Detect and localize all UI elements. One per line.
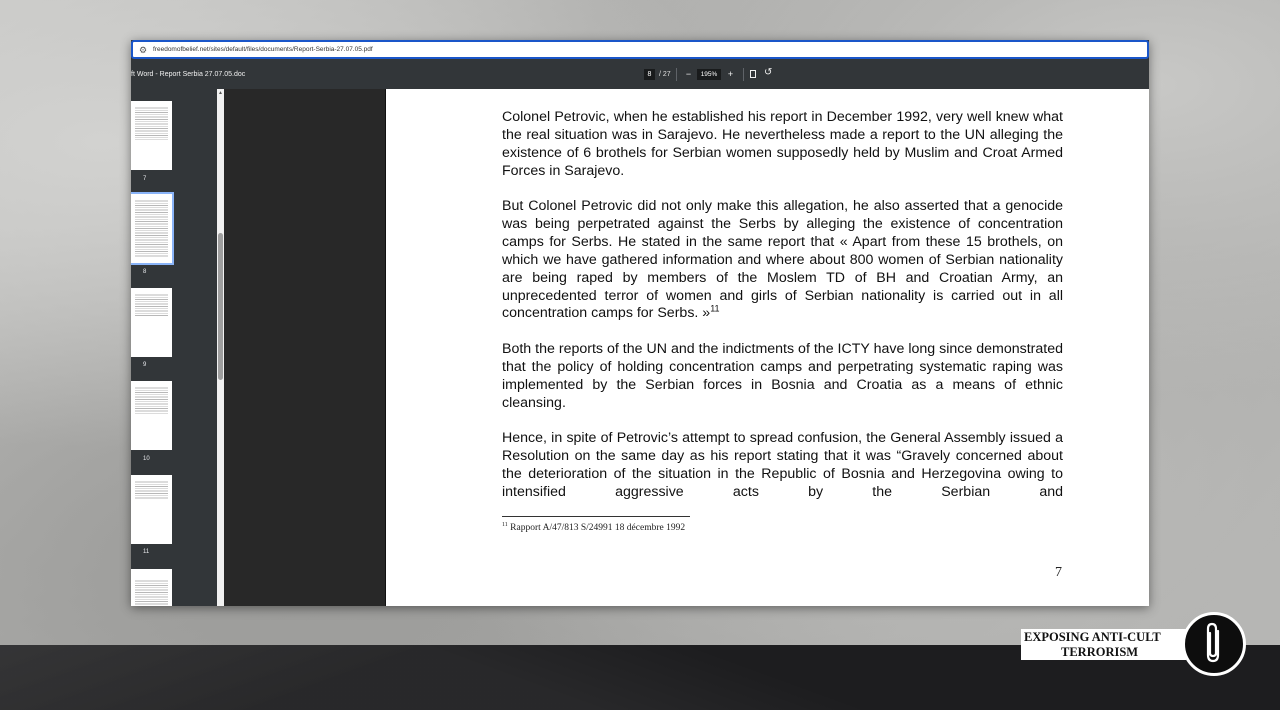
viewer-background — [224, 89, 385, 606]
badge-line-2: TERRORISM — [1061, 645, 1139, 659]
thumbnail-label: 10 — [143, 456, 150, 462]
paperclip-logo-icon — [1182, 612, 1246, 676]
sidebar-scrollbar-thumb[interactable] — [218, 233, 223, 380]
pdf-page — [386, 89, 1149, 606]
thumbnail-sidebar — [131, 89, 217, 606]
site-settings-icon[interactable]: ⚙ — [139, 44, 148, 55]
badge-line-1: EXPOSING ANTI-CULT — [1024, 630, 1161, 644]
thumbnail-label: 7 — [143, 176, 147, 182]
thumbnail-label: 8 — [143, 269, 147, 275]
page-thumbnail[interactable] — [131, 475, 172, 544]
thumbnail-label: 11 — [143, 549, 150, 555]
rotate-icon[interactable]: ↺ — [764, 67, 773, 78]
footnote-text: Rapport A/47/813 S/24991 18 décembre 1992 — [507, 523, 686, 533]
paragraph: Both the reports of the UN and the indictments of the ICTY have long since demonstrated that the policy of holding concentration camps and perpetrating systematic raping was implemented by the Serbian forces in Bosnia and Croatia as a means of ethnic cleansing. — [502, 341, 1063, 411]
url-text[interactable]: freedomofbelief.net/sites/default/files/documents/Report-Serbia-27.07.05.pdf — [153, 46, 373, 53]
footnote — [502, 523, 685, 533]
watermark-badge — [1021, 629, 1186, 660]
paragraph — [502, 198, 1063, 323]
page-thumbnail[interactable] — [131, 381, 172, 450]
pdf-toolbar — [131, 59, 1149, 89]
page-thumbnail[interactable] — [131, 288, 172, 357]
page-total: / 27 — [659, 71, 671, 78]
browser-window — [131, 40, 1149, 606]
fit-page-icon[interactable] — [750, 70, 756, 78]
footnote-number: 11 — [502, 521, 508, 528]
page-thumbnail[interactable] — [131, 101, 172, 170]
page-number-input[interactable]: 8 — [644, 69, 655, 80]
page-thumbnail-selected[interactable] — [131, 194, 172, 263]
toolbar-divider — [743, 68, 744, 81]
zoom-in-button[interactable]: + — [727, 69, 734, 79]
zoom-out-button[interactable]: − — [685, 69, 692, 79]
scroll-up-arrow-icon[interactable]: ▲ — [218, 90, 223, 96]
page-number: 7 — [1055, 565, 1062, 580]
thumbnail-label: 9 — [143, 362, 147, 368]
paragraph: Hence, in spite of Petrovic’s attempt to spread confusion, the General Assembly issued a Resolution on the same day as his report stating that it was “Gravely concerned about the deterioration of the situation in the Republic of Bosnia and Herzegovina owing to intensified aggressive acts by the Serbian and — [502, 430, 1063, 500]
paragraph-text: But Colonel Petrovic did not only make this allegation, he also asserted that a genocide was being perpetrated against the Serbs by alleging the existence of concentration camps for Serbs. He stated in the same report that « Apart from these 15 brothels, on which we have gathered information and where about 800 women of Serbian nationality are being raped by members of the Moslem TD of BH and Croatian Army, an unprecedented terror of women and girls of Serbian nationality is carried out in all concentration camps for Serbs. » — [502, 198, 1063, 322]
page-thumbnail[interactable] — [131, 569, 172, 606]
footnote-separator — [502, 516, 690, 517]
address-bar[interactable] — [131, 40, 1149, 59]
document-title: ft Word - Report Serbia 27.07.05.doc — [131, 71, 246, 78]
paragraph: Colonel Petrovic, when he established his report in December 1992, very well knew what the real situation was in Sarajevo. He nevertheless made a report to the UN alleging the existence of 6 brothels for Serbian women supposedly held by Muslim and Croat Armed Forces in Sarajevo. — [502, 109, 1063, 179]
footnote-reference[interactable]: 11 — [710, 303, 720, 314]
toolbar-divider — [676, 68, 677, 81]
zoom-input[interactable]: 195% — [697, 69, 721, 80]
